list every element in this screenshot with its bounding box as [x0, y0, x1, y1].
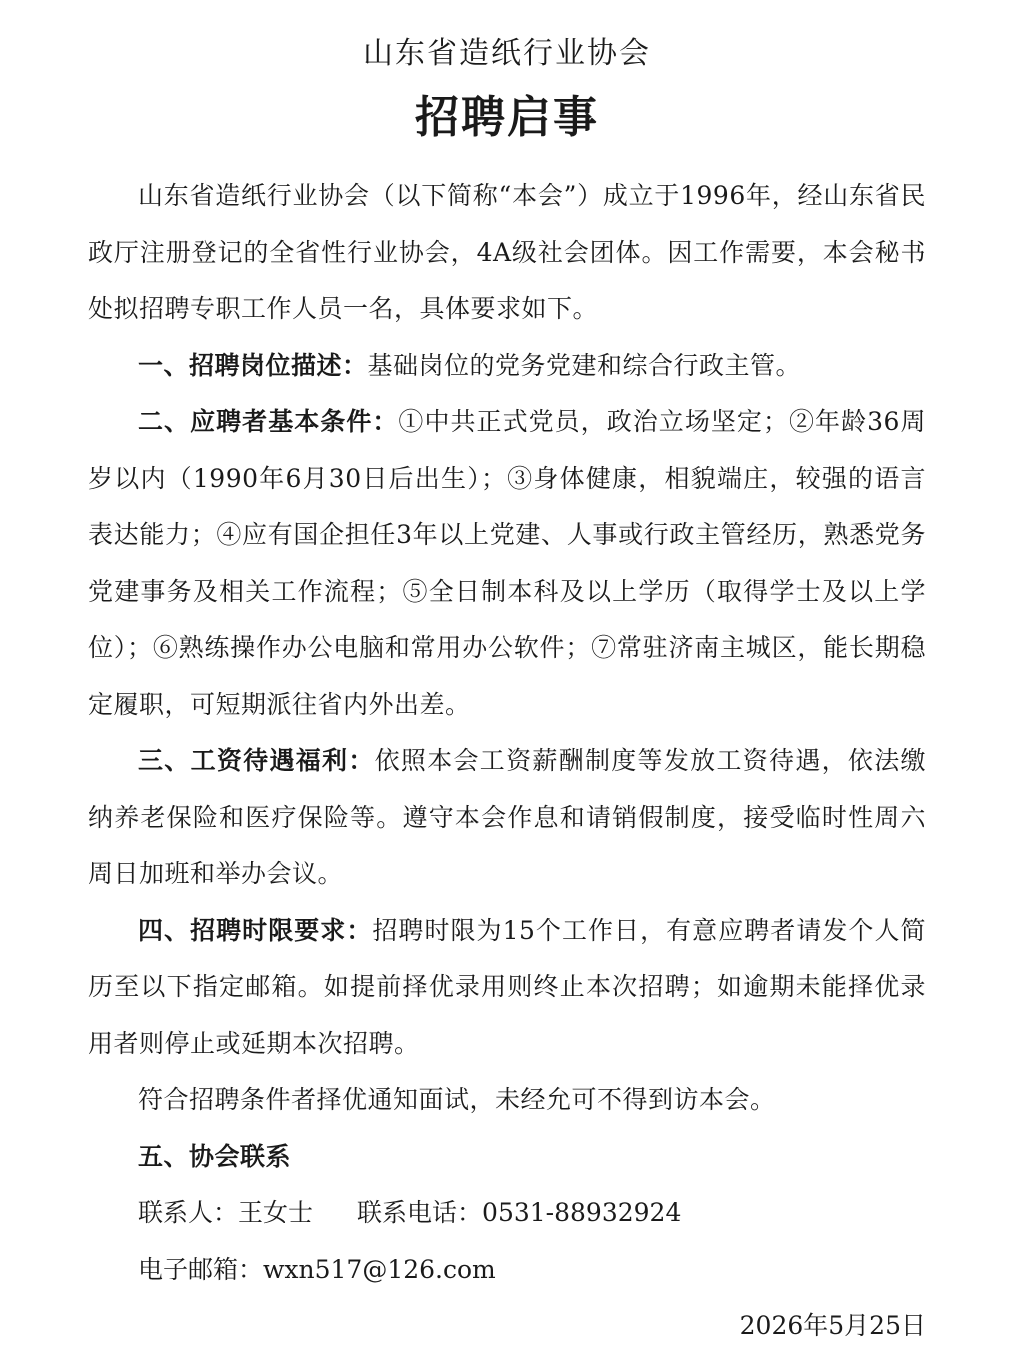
contact-person: 王女士 — [238, 1198, 314, 1227]
section-text: 基础岗位的党务党建和综合行政主管。 — [367, 350, 802, 380]
section-heading: 一、招聘岗位描述： — [138, 350, 368, 380]
page-title: 招聘启事 — [415, 92, 599, 143]
section-heading: 四、招聘时限要求： — [138, 915, 373, 945]
section-position — [88, 338, 926, 395]
section-text: 依照本会工资薪酬制度等发放工资待遇，依法缴纳养老保险和医疗保险等。遵守本会作息和请销假制度，接受临时性周六周日加班和举办会议。 — [88, 746, 926, 888]
notice-document — [88, 20, 926, 1355]
contact-phone-label: 联系电话： — [357, 1198, 483, 1227]
organization-name: 山东省造纸行业协会 — [363, 36, 651, 71]
section-deadline — [88, 903, 926, 1073]
intro-paragraph: 山东省造纸行业协会（以下简称“本会”）成立于1996年，经山东省民政厅注册登记的全省性行业协会，4A级社会团体。因工作需要，本会秘书处拟招聘专职工作人员一名，具体要求如下。 — [88, 181, 926, 323]
contact-phone: 0531-88932924 — [482, 1198, 682, 1227]
section-requirements — [88, 394, 926, 733]
contact-email-label: 电子邮箱： — [138, 1254, 264, 1284]
section-heading: 二、应聘者基本条件： — [138, 407, 399, 436]
interview-note: 符合招聘条件者择优通知面试，未经允可不得到访本会。 — [138, 1085, 776, 1114]
contact-person-label: 联系人： — [138, 1198, 239, 1227]
section-text: ①中共正式党员，政治立场坚定；②年龄36周岁以内（1990年6月30日后出生）；③身体健康，相貌端庄，较强的语言表达能力；④应有国企担任3年以上党建、人事或行政主管经历，熟悉党务党建事务及相关工作流程；⑤全日制本科及以上学历（取得学士及以上学位）；⑥熟练操作办公电脑和常用办公软件；⑦常驻济南主城区，能长期稳定履职，可短期派往省内外出差。 — [88, 407, 926, 719]
notice-date: 2026年5月25日 — [739, 1311, 926, 1340]
section-text: 招聘时限为15个工作日，有意应聘者请发个人简历至以下指定邮箱。如提前择优录用则终止本次招聘；如逾期未能择优录用者则停止或延期本次招聘。 — [88, 915, 926, 1058]
section-heading: 三、工资待遇福利： — [138, 746, 375, 775]
contact-person-line — [88, 1185, 926, 1242]
contact-heading: 五、协会联系 — [138, 1141, 292, 1171]
contact-email-line — [88, 1242, 926, 1299]
section-benefits — [88, 733, 926, 903]
contact-email: wxn517@126.com — [263, 1254, 496, 1284]
